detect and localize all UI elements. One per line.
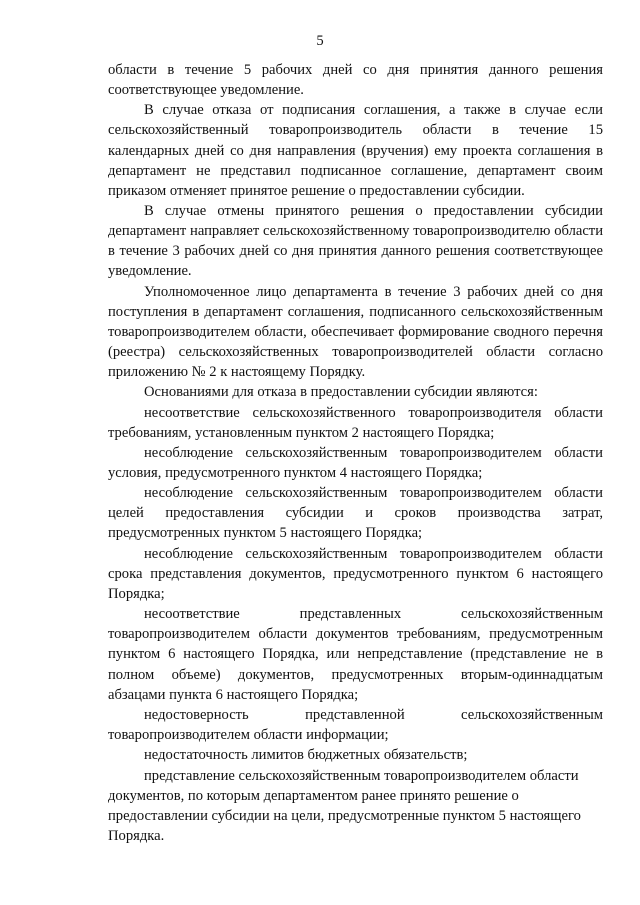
list-item-ground-4: несоблюдение сельскохозяйственным товаропроизводителем области срока представления документов, предусмотренного пунктом 6 настоящего Порядка; <box>108 545 603 602</box>
paragraph-grounds-intro: Основаниями для отказа в предоставлении субсидии являются: <box>144 384 538 401</box>
paragraph-cancellation: В случае отмены принятого решения о предоставлении субсидии департамент направляет сельскохозяйственному товаропроизводителю области в течение 3 рабочих дней со дня принятия данного решения соответствующее уведомление. <box>108 203 603 280</box>
document-body <box>108 60 603 846</box>
list-item-ground-6: недостоверность представленной сельскохозяйственным товаропроизводителем области информации; <box>108 706 603 743</box>
list-item-ground-2: несоблюдение сельскохозяйственным товаропроизводителем области условия, предусмотренного пунктом 4 настоящего Порядка; <box>108 444 603 481</box>
paragraph-registry: Уполномоченное лицо департамента в течение 3 рабочих дней со дня поступления в департамент соглашения, подписанного сельскохозяйственным товаропроизводителем области, обеспечивает формирование сводного перечня (реестра) сельскохозяйственных товаропроизводителей области согласно приложению № 2 к настоящему Порядку. <box>108 283 603 380</box>
list-item-ground-8: представление сельскохозяйственным товаропроизводителем области документов, по которым департаментом ранее принято решение о предоставлении субсидии на цели, предусмотренные пунктом 5 настоящего Порядка. <box>108 767 581 844</box>
list-item-ground-1: несоответствие сельскохозяйственного товаропроизводителя области требованиям, установленным пунктом 2 настоящего Порядка; <box>108 404 603 441</box>
paragraph-continuation: области в течение 5 рабочих дней со дня принятия данного решения соответствующее уведомление. <box>108 62 603 99</box>
list-item-ground-5: несоответствие представленных сельскохозяйственным товаропроизводителем области документов требованиям, предусмотренным пунктом 6 настоящего Порядка, или непредставление (представление не в полном объеме) документов, предусмотренных вторым-одиннадцатым абзацами пункта 6 настоящего Порядка; <box>108 606 603 703</box>
page-number: 5 <box>316 33 324 49</box>
list-item-ground-7: недостаточность лимитов бюджетных обязательств; <box>144 747 468 764</box>
list-item-ground-3: несоблюдение сельскохозяйственным товаропроизводителем области целей предоставления субсидии и сроков производства затрат, предусмотренных пунктом 5 настоящего Порядка; <box>108 485 603 542</box>
paragraph-refusal-signing: В случае отказа от подписания соглашения, а также в случае если сельскохозяйственный товаропроизводитель области в течение 15 календарных дней со дня направления (вручения) ему проекта соглашения в департамент не представил подписанное соглашение, департамент своим приказом отменяет принятое решение о предоставлении субсидии. <box>108 102 603 199</box>
